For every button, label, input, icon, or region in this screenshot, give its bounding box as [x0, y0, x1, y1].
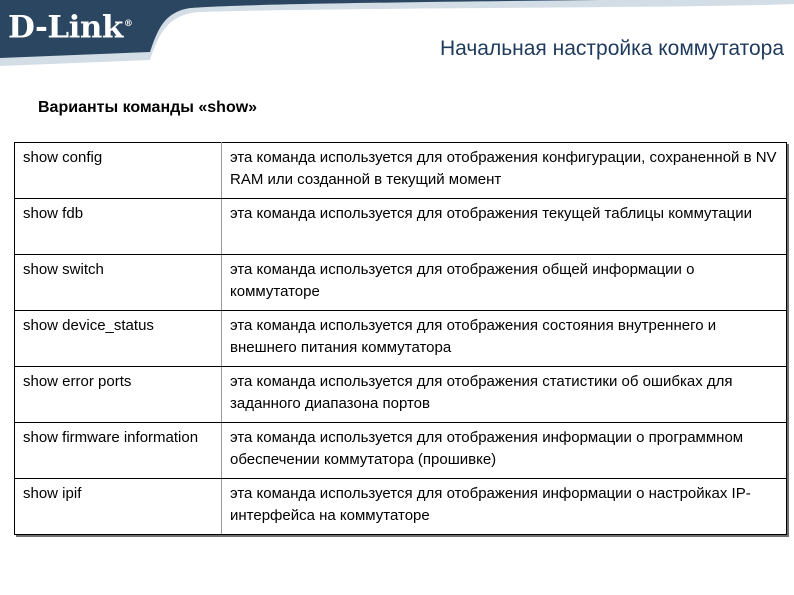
command-cell: show firmware information — [15, 423, 222, 479]
table-row — [15, 311, 787, 367]
table-row — [15, 479, 787, 535]
description-cell: эта команда используется для отображения состояния внутреннего и внешнего питания коммутатора — [222, 311, 787, 367]
command-cell: show error ports — [15, 367, 222, 423]
section-subtitle: Варианты команды «show» — [38, 99, 258, 116]
description-cell: эта команда используется для отображения общей информации о коммутаторе — [222, 255, 787, 311]
d-link-logo — [8, 4, 132, 47]
command-cell: show fdb — [15, 199, 222, 255]
table-row — [15, 423, 787, 479]
table-row — [15, 199, 787, 255]
page-title: Начальная настройка коммутатора — [439, 37, 784, 60]
command-cell: show ipif — [15, 479, 222, 535]
logo-text: D-Link — [8, 9, 123, 46]
table-row — [15, 143, 787, 199]
command-cell: show config — [15, 143, 222, 199]
table-row — [15, 255, 787, 311]
table-row — [15, 367, 787, 423]
description-cell: эта команда используется для отображения информации о программном обеспечении коммутатора (прошивке) — [222, 423, 787, 479]
description-cell: эта команда используется для отображения конфигурации, сохраненной в NV RAM или созданной в текущий момент — [222, 143, 787, 199]
command-cell: show device_status — [15, 311, 222, 367]
command-cell: show switch — [15, 255, 222, 311]
registered-mark: ® — [123, 19, 133, 29]
description-cell: эта команда используется для отображения текущей таблицы коммутации — [222, 199, 787, 255]
description-cell: эта команда используется для отображения статистики об ошибках для заданного диапазона портов — [222, 367, 787, 423]
commands-table — [14, 142, 787, 535]
description-cell: эта команда используется для отображения информации о настройках IP-интерфейса на коммутаторе — [222, 479, 787, 535]
